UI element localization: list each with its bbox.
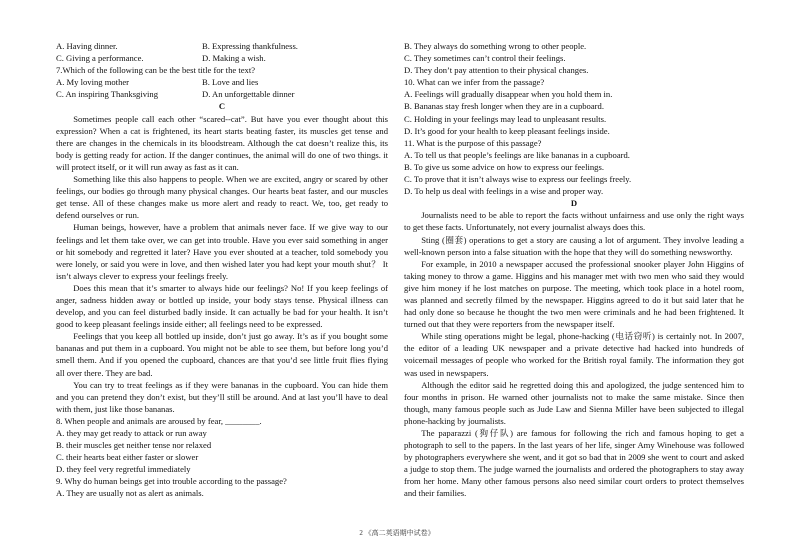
- passage-c-paragraph: Feelings that you keep all bottled up inside, don’t just go away. It’s as if you bought some bananas and put them in a cupboard. You might not be able to see them, but before long you’d smell them. And if you opened the cupboard, chances are that you’d see little fruit flies flying all over there. They are bad.: [56, 331, 388, 378]
- option: C. Holding in your feelings may lead to unpleasant results.: [404, 113, 607, 124]
- option: C. Giving a performance.: [56, 53, 144, 64]
- option: A. They are usually not as alert as animals.: [56, 488, 204, 499]
- option: D. It’s good for your health to keep pleasant feelings inside.: [404, 125, 610, 136]
- option: A. they may get ready to attack or run away: [56, 428, 207, 438]
- q7-options-row-2: [56, 88, 388, 100]
- option: D. they feel very regretful immediately: [56, 464, 191, 475]
- option: A. Feelings will gradually disappear when you hold them in.: [404, 89, 613, 100]
- option: A. My loving mother: [56, 77, 130, 88]
- option: B. their muscles get neither tense nor relaxed: [56, 440, 212, 451]
- page-footer: 2 《高二英语期中试卷》: [359, 529, 435, 537]
- passage-c-paragraph: Does this mean that it’s smarter to always hide our feelings? No! If you keep feelings of anger, sadness hidden away or bottled up inside, your body stays tense. Physical illness can develop, and you can feel disturbed badly inside. It can actually be bad for your health. It isn’t good to keep pleasant feelings inside either; all feelings need to be expressed.: [56, 282, 388, 330]
- passage-c-paragraph: Sometimes people call each other “scared--cat”. But have you ever thought about this expression? When a cat is frightened, its heart starts beating faster, its muscles get tense and there are changes in the chemicals in its bloodstream. Although the cat doesn’t realize this, its body is getting ready for action. If the danger continues, the animal will do one of two things. it will protect itself, or it will run away as fast as it can.: [56, 113, 388, 172]
- question-9-stem: 9. Why do human beings get into trouble according to the passage?: [56, 476, 287, 487]
- option: B. Bananas stay fresh longer when they are in a cupboard.: [404, 101, 604, 112]
- passage-c-paragraph: Human beings, however, have a problem that animals never face. If we give way to our feelings and let them take over, we can get into trouble. Have you ever said something in anger or hit somebody and regretted it later? Have you ever shouted at a teacher, told somebody you were lonely, or said you were in love, and then wished later you had kept your mouth shut？ It isn’t always clever to express your feelings freely.: [56, 222, 388, 281]
- passage-d-paragraph: Although the editor said he regretted doing this and apologized, the judge sentenced him to four months in prison. He warned other journalists not to make the same mistake. Since then though, many famous people such as Jude Law and Sienna Miller have been subjected to illegal phone-hacking by journalists.: [404, 379, 744, 426]
- section-d-heading: D: [570, 198, 578, 209]
- question-11-stem: 11. What is the purpose of this passage?: [404, 137, 542, 148]
- option: B. Expressing thankfulness.: [202, 41, 298, 51]
- q7-prev-options-row-2: [56, 52, 388, 64]
- question-8-stem: 8. When people and animals are aroused by fear, ________.: [56, 415, 262, 426]
- passage-c-paragraph: Something like this also happens to people. When we are excited, angry or scared by other feelings, our bodies go through many physical changes. Our hearts beat faster, and our muscles get tense. All of these changes make us more alert and ready to react. We, too, get ready to defend ourselves or run.: [56, 174, 388, 221]
- option: D. Making a wish.: [202, 53, 266, 64]
- option: C. They sometimes can’t control their feelings.: [404, 53, 566, 64]
- passage-d-paragraph: Sting (圈套) operations to get a story are causing a lot of argument. They involve leading a well-known person into a false situation with the hope that they will do something newsworthy.: [404, 234, 744, 257]
- option: B. They always do something wrong to other people.: [404, 41, 587, 51]
- option: A. To tell us that people’s feelings are like bananas in a cupboard.: [404, 149, 630, 160]
- option: C. their hearts beat either faster or slower: [56, 452, 199, 463]
- left-column: [56, 40, 388, 500]
- option: C. To prove that it isn’t always wise to express our feelings freely.: [404, 174, 632, 185]
- option: D. An unforgettable dinner: [202, 89, 295, 100]
- question-7-stem: 7.Which of the following can be the best title for the text?: [56, 65, 256, 76]
- passage-d-paragraph: For example, in 2010 a newspaper accused the professional snooker player John Higgins of taking money to throw a game. Higgins and his manager met with two men who said they would give him money if he lost matches on purpose. The meeting, which took place in a hotel room, was planned and secretly filmed by the newspaper. Higgins agreed to do it but said later that he had only done so because he thought the two men were criminals and he had been frightened. It turned out that they were reporters from the newspaper itself.: [404, 258, 744, 330]
- passage-d-paragraph: The paparazzi (狗仔队) are famous for following the rich and famous hoping to get a photograph to sell to the papers. In the last years of her life, singer Amy Winehouse was followed by photographers everywhere she went, and it got so bad that in 2009 she went to court and asked a judge to stop them. The judge warned the journalists and ordered the photographers to stay away from her home. Many other famous persons also need similar court orders to protect themselves and their families.: [404, 428, 744, 499]
- option: B. To give us some advice on how to express our feelings.: [404, 161, 604, 172]
- option: D. To help us deal with feelings in a wise and proper way.: [404, 186, 604, 197]
- q7-options-row-1: [56, 76, 388, 88]
- option: C. An inspiring Thanksgiving: [56, 89, 159, 100]
- option: A. Having dinner.: [56, 41, 118, 51]
- passage-d-paragraph: Journalists need to be able to report the facts without unfairness and use only the right ways to get these facts. Unfortunately, not every journalist always does this.: [404, 210, 744, 233]
- passage-c-paragraph: You can try to treat feelings as if they were bananas in the cupboard. You can hide them and you can pretend they don’t exist, but they’ll still be around. And at last you’ll have to deal with them, just like those bananas.: [56, 379, 388, 414]
- q7-prev-options-row-1: [56, 40, 388, 52]
- passage-d-paragraph: While sting operations might be legal, phone-hacking (电话窃听) is certainly not. In 2007, the editor of a leading UK newspaper and a private detective had hacked into hundreds of voicemail messages of people who worked for the British royal family. The information they got was used in newspapers.: [404, 331, 744, 378]
- option: D. They don’t pay attention to their physical changes.: [404, 65, 589, 76]
- question-10-stem: 10. What can we infer from the passage?: [404, 77, 545, 88]
- right-column: [404, 40, 744, 500]
- section-c-heading: C: [218, 101, 226, 112]
- option: B. Love and lies: [202, 77, 259, 88]
